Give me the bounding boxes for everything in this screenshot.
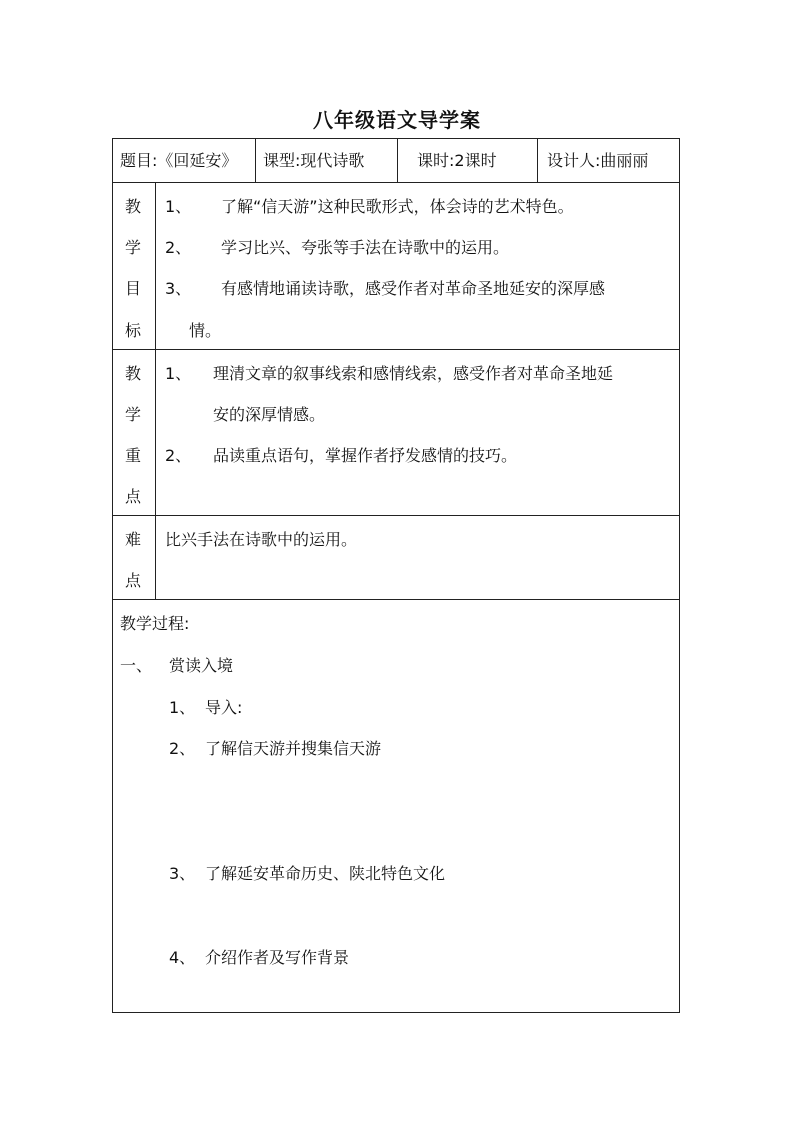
- column-divider: [255, 139, 256, 182]
- key-point-text: 品读重点语句，掌握作者抒发感情的技巧。: [213, 446, 518, 465]
- process-section-title: 赏读入境: [169, 656, 234, 675]
- objective-text: 了解“信天游”这种民歌形式，体会诗的艺术特色。: [221, 197, 574, 216]
- process-step-number: 3、: [169, 864, 196, 883]
- row-divider: [113, 182, 679, 183]
- key-point-number: 1、: [165, 364, 192, 383]
- difficulty-text: 比兴手法在诗歌中的运用。: [165, 530, 358, 549]
- row-divider: [113, 349, 679, 350]
- objective-number: 1、: [165, 197, 192, 216]
- lesson-hours-cell: 课时:2课时: [417, 151, 497, 170]
- process-step-text: 介绍作者及写作背景: [205, 948, 350, 967]
- objective-text: 有感情地诵读诗歌，感受作者对革命圣地延安的深厚感: [221, 279, 606, 298]
- process-step-number: 1、: [169, 698, 196, 717]
- process-step-text: 导入:: [205, 698, 243, 717]
- process-step-number: 4、: [169, 948, 196, 967]
- column-divider: [155, 182, 156, 599]
- column-divider: [537, 139, 538, 182]
- key-point-text: 理清文章的叙事线索和感情线索，感受作者对革命圣地延: [213, 364, 614, 383]
- column-divider: [397, 139, 398, 182]
- lesson-type-cell: 课型:现代诗歌: [263, 151, 365, 170]
- objective-number: 2、: [165, 238, 192, 257]
- process-step-number: 2、: [169, 739, 196, 758]
- document-title: 八年级语文导学案: [313, 108, 481, 132]
- process-step-text: 了解信天游并搜集信天游: [205, 739, 382, 758]
- objective-text: 学习比兴、夸张等手法在诗歌中的运用。: [221, 238, 510, 257]
- lesson-plan-table: 题目:《回延安》 课型:现代诗歌 课时:2课时 设计人:曲丽丽 教 学 目 标 1、 了解“信天游”这种民歌形式，体会诗的艺术特色。 2、 学习比兴、夸张等手法在诗歌中的运用。 3、 有感情地诵读诗歌，感受作者对革命圣地延安的深厚感 情。 教 学 重 点 1、 理清文章的叙事线索和感情线索，感受作者对革命圣地延 安的深厚情感。 2、 品读重点语句，掌握作者抒发感情的技巧。 难 点 比兴手法在诗歌中的运用。 教学过程: 一、 赏读入境 1、 导入: 2、 了解信天游并搜集信天游 3、 了解延安革命历史、陕北特色文化 4、 介绍作者及写作背景: [112, 138, 680, 1013]
- objective-text-continued: 情。: [189, 321, 222, 340]
- row-divider: [113, 515, 679, 516]
- row-divider: [113, 599, 679, 600]
- process-step-text: 了解延安革命历史、陕北特色文化: [205, 864, 446, 883]
- objective-number: 3、: [165, 279, 192, 298]
- key-point-number: 2、: [165, 446, 192, 465]
- process-section-number: 一、: [120, 656, 153, 675]
- key-point-text-continued: 安的深厚情感。: [213, 405, 326, 424]
- topic-cell: 题目:《回延安》: [120, 151, 238, 170]
- designer-cell: 设计人:曲丽丽: [547, 151, 649, 170]
- process-heading: 教学过程:: [120, 614, 190, 633]
